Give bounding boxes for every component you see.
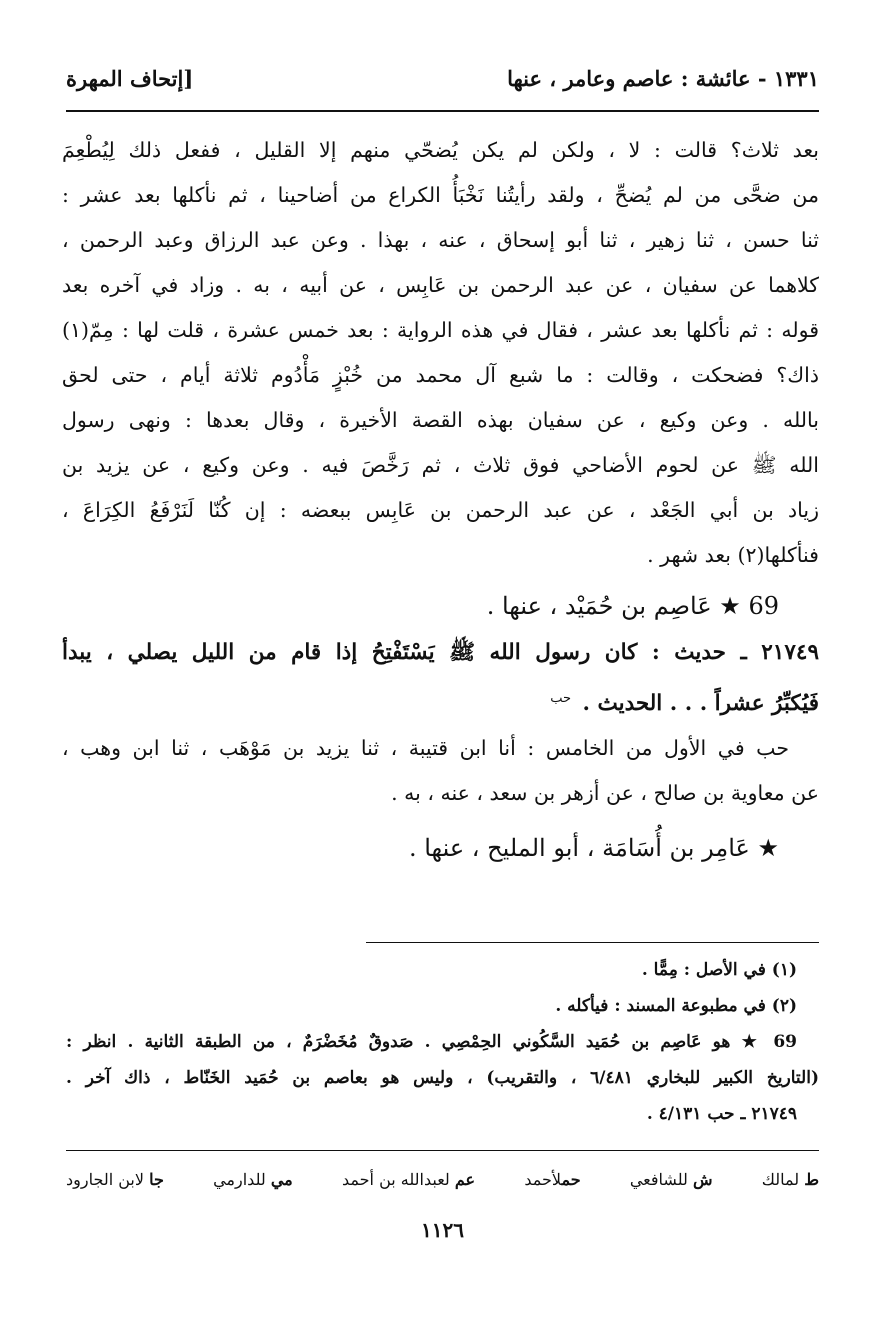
- header-rule: [66, 110, 819, 112]
- abbreviation: مي للدارمي: [213, 1169, 293, 1189]
- page-number: ١١٢٦: [421, 1218, 464, 1242]
- text-line: من ضحَّى من لم يُضحِّ ، ولقد رأيتُنا نَخْبَأُ الكراع من أضاحينا ، ثم نأكلها بعد عشر :: [62, 183, 819, 207]
- narrator-heading: 69 ★ عَاصِم بن حُمَيْد ، عنها .: [486, 592, 779, 620]
- hadith-line: ٢١٧٤٩ ـ حديث : كان رسول الله ﷺ يَسْتَفْتِحُ إذا قام من الليل يصلي ، يبدأ: [62, 640, 819, 665]
- main-text: [62, 128, 819, 872]
- text-line: فنأكلها(٢) بعد شهر .: [647, 543, 819, 567]
- narrator-heading: ★ عَامِر بن أُسَامَة ، أبو المليح ، عنها .: [408, 834, 779, 862]
- footnotes: [66, 952, 819, 1132]
- footnote: (٢) في مطبوعة المسند : فيأكله .: [555, 996, 797, 1016]
- text-line: ذاك؟ فضحكت ، وقالت : ما شبع آل محمد من خُبْزٍ مَأْدُوم ثلاثة أيام ، حتى لحق: [62, 363, 819, 387]
- running-header: [66, 56, 819, 100]
- source-line: عن معاوية بن صالح ، عن أزهر بن سعد ، عنه ، به .: [391, 781, 819, 805]
- text-line: بعد ثلاث؟ قالت : لا ، ولكن لم يكن يُضحّي منهم إلا القليل ، ففعل ذلك لِيُطْعِمَ: [62, 138, 819, 162]
- source-line: حب في الأول من الخامس : أنا ابن قتيبة ، ثنا يزيد بن مَوْهَب ، ثنا ابن وهب ،: [62, 736, 789, 760]
- abbreviations-rule: [66, 1150, 819, 1151]
- text-line: زياد بن أبي الجَعْد ، عن عبد الرحمن بن عَابِس ببعضه : إن كُنّا لَنَرْفَعُ الكِرَاعَ ،: [62, 498, 819, 522]
- abbreviation: ش للشافعي: [629, 1169, 713, 1189]
- footnote: (التاريخ الكبير للبخاري ٦/٤٨١ ، والتقريب) ، وليس هو بعاصم بن حُمَيد الخَنّاط ، ذاك آخر .: [66, 1068, 819, 1088]
- footnote: ٢١٧٤٩ ـ حب ٤/١٣١ .: [646, 1104, 797, 1124]
- footnote-rule: [366, 942, 819, 943]
- hadith-line: [62, 676, 819, 722]
- footnote: (١) في الأصل : مِمًّا .: [641, 960, 797, 980]
- text-line: الله ﷺ عن لحوم الأضاحي فوق ثلاث ، ثم رَخَّصَ فيه . وعن وكيع ، عن يزيد بن: [62, 453, 819, 477]
- text-line: ثنا حسن ، ثنا زهير ، ثنا أبو إسحاق ، عنه ، بهذا . وعن عبد الرزاق وعبد الرحمن ،: [62, 228, 819, 252]
- text-line: بالله . وعن وكيع ، عن سفيان بهذه القصة الأخيرة ، وقال بعدها : ونهى رسول: [62, 408, 819, 432]
- abbreviation: جا لابن الجارود: [66, 1169, 164, 1189]
- header-section-title: ١٣٣١ - عائشة : عاصم وعامر ، عنها: [507, 65, 819, 91]
- abbreviation: ط لمالك: [761, 1169, 819, 1189]
- abbreviation: عم لعبدالله بن أحمد: [342, 1169, 476, 1189]
- header-book-title: [إتحاف المهرة: [66, 65, 194, 91]
- footnote: 69 ★ هو عَاصِم بن حُمَيد السَّكُوني الحِمْصِي . صَدوقٌ مُخَضْرَمٌ ، من الطبقة الثانية . انظر :: [66, 1032, 797, 1052]
- text-line: كلاهما عن سفيان ، عن عبد الرحمن بن عَابِس ، عن أبيه ، به . وزاد في آخره بعد: [62, 273, 819, 297]
- abbreviation: حملأحمد: [524, 1169, 581, 1189]
- abbreviations-key: [66, 1160, 819, 1198]
- hadith-line-text: فَيُكبِّرُ عشراً . . . الحديث .: [582, 691, 819, 717]
- text-line: قوله : ثم نأكلها بعد عشر ، فقال في هذه الرواية : بعد خمس عشرة ، قلت لها : مِمّ(١): [62, 318, 819, 342]
- hadith-source-mark: حب: [550, 691, 572, 706]
